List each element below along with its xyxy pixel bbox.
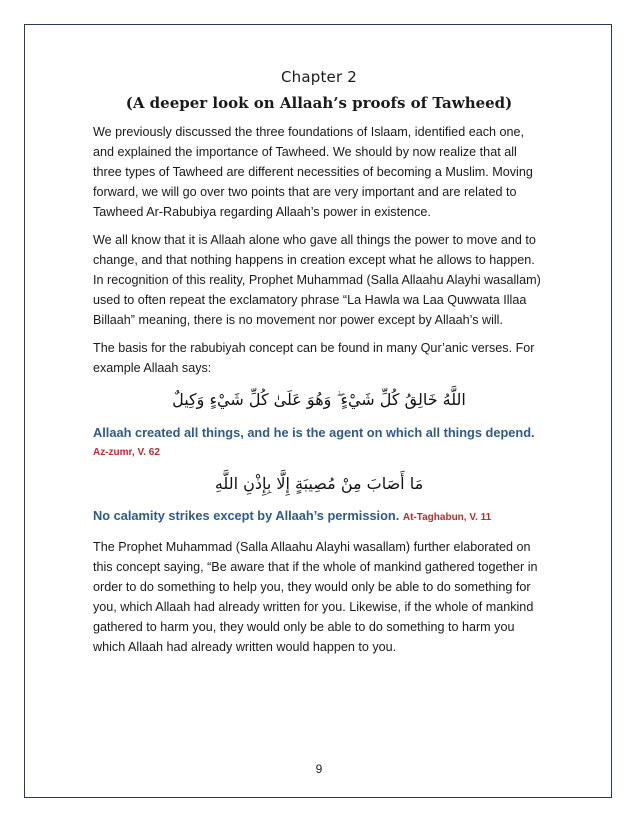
paragraph-line: and explained the importance of Tawheed. We should by now realize that all: [93, 145, 517, 159]
paragraph-2: [93, 230, 545, 330]
paragraph-line: In recognition of this reality, Prophet Muhammad (Salla Allaahu Alayhi wasallam): [93, 273, 541, 287]
paragraph-line: The Prophet Muhammad (Salla Allaahu Alayhi wasallam) further elaborated on: [93, 540, 531, 554]
paragraph-line: three types of Tawheed are different necessities of becoming a Muslim. Moving: [93, 165, 533, 179]
chapter-title: Chapter 2: [280, 68, 358, 86]
verse-1-translation-text: Allaah created all things, and he is the agent on which all things depend.: [93, 425, 535, 440]
verse-1-arabic: اللَّهُ خَالِقُ كُلِّ شَيْءٍ ۖ وَهُوَ عَلَىٰ كُلِّ شَيْءٍ وَكِيلٌ: [172, 390, 466, 409]
paragraph-line: example Allaah says:: [93, 361, 212, 375]
paragraph-line: which Allaah had already written would happen to you.: [93, 640, 397, 654]
verse-2-translation: [93, 507, 545, 527]
verse-1-translation: [93, 424, 545, 462]
page-number: 9: [315, 762, 323, 776]
paragraph-line: gathered to harm you, they would only be able to do something to harm you: [93, 620, 515, 634]
paragraph-line: forward, we will go over two points that are very important and are related to: [93, 185, 517, 199]
verse-2-translation-text: No calamity strikes except by Allaah’s permission.: [93, 508, 400, 523]
paragraph-line: used to often repeat the exclamatory phrase “La Hawla wa Laa Quwwata Illaa: [93, 293, 527, 307]
paragraph-line: Tawheed Ar-Rabubiya regarding Allaah’s power in existence.: [93, 205, 431, 219]
verse-2-arabic: مَا أَصَابَ مِنْ مُصِيبَةٍ إِلَّا بِإِذْنِ اللَّهِ: [214, 474, 424, 493]
paragraph-4: [93, 537, 545, 657]
paragraph-line: The basis for the rabubiyah concept can be found in many Qur’anic verses. For: [93, 341, 535, 355]
paragraph-line: order to do something to help you, they would only be able to do something for: [93, 580, 531, 594]
paragraph-line: We previously discussed the three foundations of Islaam, identified each one,: [93, 125, 525, 139]
paragraph-line: change, and that nothing happens in creation except what he allows to happen.: [93, 253, 535, 267]
chapter-heading: (A deeper look on Allaah’s proofs of Tawheed): [125, 94, 513, 112]
paragraph-1: [93, 122, 545, 222]
paragraph-line: Billaah” meaning, there is no movement nor power except by Allaah’s will.: [93, 313, 503, 327]
verse-2-reference: At-Taghabun, V. 11: [402, 512, 492, 523]
paragraph-line: this concept saying, “Be aware that if the whole of mankind gathered together in: [93, 560, 538, 574]
paragraph-line: you, which Allaah had already written for you. Likewise, if the whole of mankind: [93, 600, 534, 614]
paragraph-3: [93, 338, 545, 378]
verse-1-reference: Az-zumr, V. 62: [93, 447, 160, 458]
page-content: [93, 60, 545, 665]
paragraph-line: We all know that it is Allaah alone who gave all things the power to move and to: [93, 233, 536, 247]
